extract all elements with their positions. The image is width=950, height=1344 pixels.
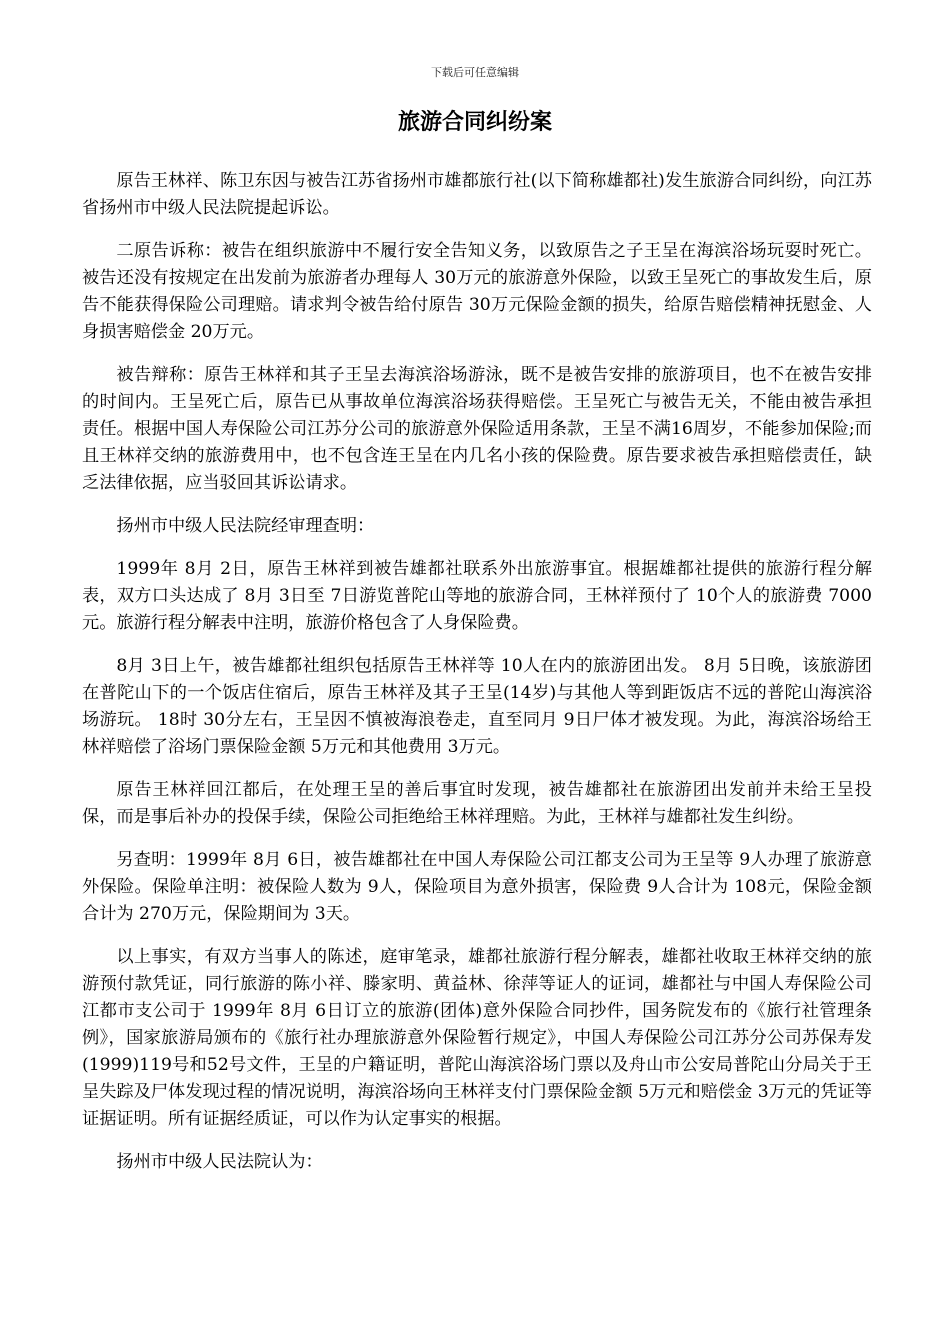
- paragraph-10: 扬州市中级人民法院认为：: [116, 1152, 323, 1172]
- paragraph-9: 以上事实，有双方当事人的陈述，庭审笔录，雄都社旅游行程分解表，雄都社收取王林祥交纳的旅游预付款凭证，同行旅游的陈小祥、滕家明、黄益林、徐萍等证人的证词，雄都社与中国人寿保险公司江都市支公司于 1999年 8月 6日订立的旅游(团体)意外保险合同抄件，国务院发布的《旅行社管理条例》，国家旅游局颁布的《旅行社办理旅游意外保险暂行规定》，中国人寿保险公司江苏分公司苏保寿发(1999)119号和52号文件，王呈的户籍证明，普陀山海滨浴场门票以及舟山市公安局普陀山分局关于王呈失踪及尸体发现过程的情况说明，海滨浴场向王林祥支付门票保险金额 5万元和赔偿金 3万元的凭证等证据证明。所有证据经质证，可以作为认定事实的根据。: [82, 947, 872, 1129]
- paragraph-7: 原告王林祥回江都后，在处理王呈的善后事宜时发现，被告雄都社在旅游团出发前并未给王呈投保，而是事后补办的投保手续，保险公司拒绝给王林祥理赔。为此，王林祥与雄都社发生纠纷。: [82, 780, 872, 827]
- document-title: 旅游合同纠纷案: [397, 110, 552, 135]
- paragraph-6: 8月 3日上午，被告雄都社组织包括原告王林祥等 10人在内的旅游团出发。 8月 5日晚，该旅游团在普陀山下的一个饭店住宿后，原告王林祥及其子王呈(14岁)与其他人等到距饭店不远的普陀山海滨浴场游玩。 18时 30分左右，王呈因不慎被海浪卷走，直至同月 9日尸体才被发现。为此，海滨浴场给王林祥赔偿了浴场门票保险金额 5万元和其他费用 3万元。: [82, 656, 872, 757]
- paragraph-1: 原告王林祥、陈卫东因与被告江苏省扬州市雄都旅行社(以下简称雄都社)发生旅游合同纠纷，向江苏省扬州市中级人民法院提起诉讼。: [82, 171, 872, 218]
- paragraph-3: 被告辩称：原告王林祥和其子王呈去海滨浴场游泳，既不是被告安排的旅游项目，也不在被告安排的时间内。王呈死亡后，原告已从事故单位海滨浴场获得赔偿。王呈死亡与被告无关，不能由被告承担责任。根据中国人寿保险公司江苏分公司的旅游意外保险适用条款，王呈不满16周岁，不能参加保险;而且王林祥交纳的旅游费用中，也不包含连王呈在内几名小孩的保险费。原告要求被告承担赔偿责任，缺乏法律依据，应当驳回其诉讼请求。: [82, 365, 872, 493]
- paragraph-4: 扬州市中级人民法院经审理查明：: [116, 516, 375, 536]
- header-note: 下载后可任意编辑: [431, 66, 519, 79]
- document-body: [82, 168, 872, 1192]
- paragraph-5: 1999年 8月 2日，原告王林祥到被告雄都社联系外出旅游事宜。根据雄都社提供的旅游行程分解表，双方口头达成了 8月 3日至 7日游览普陀山等地的旅游合同，王林祥预付了 10个人的旅游费 7000元。旅游行程分解表中注明，旅游价格包含了人身保险费。: [82, 559, 872, 633]
- paragraph-8: 另查明：1999年 8月 6日，被告雄都社在中国人寿保险公司江都支公司为王呈等 9人办理了旅游意外保险。保险单注明：被保险人数为 9人，保险项目为意外损害，保险费 9人合计为 108元，保险金额合计为 270万元，保险期间为 3天。: [82, 850, 872, 924]
- paragraph-2: 二原告诉称：被告在组织旅游中不履行安全告知义务，以致原告之子王呈在海滨浴场玩耍时死亡。被告还没有按规定在出发前为旅游者办理每人 30万元的旅游意外保险，以致王呈死亡的事故发生后，原告不能获得保险公司理赔。请求判令被告给付原告 30万元保险金额的损失，给原告赔偿精神抚慰金、人身损害赔偿金 20万元。: [82, 241, 872, 342]
